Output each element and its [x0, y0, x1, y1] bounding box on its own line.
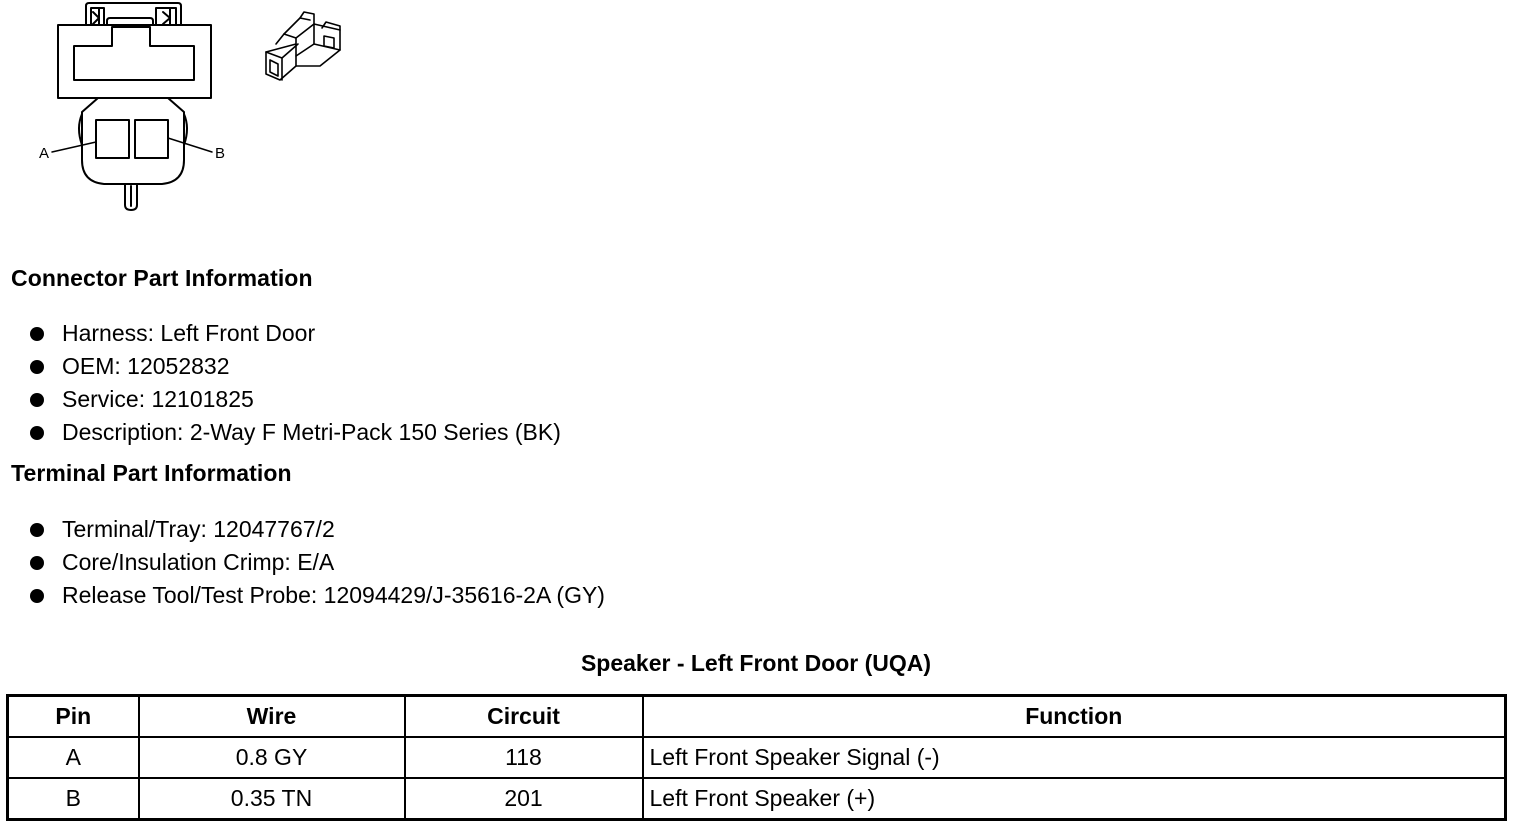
- bullet-icon: [30, 589, 44, 603]
- list-item: Harness: Left Front Door: [0, 317, 561, 350]
- pin-table-title: Speaker - Left Front Door (UQA): [580, 650, 932, 676]
- pin-label-b: B: [215, 145, 226, 162]
- pin-table: [6, 694, 1507, 821]
- list-item: OEM: 12052832: [0, 350, 561, 383]
- table-header-row: [8, 696, 1506, 738]
- connector-part-information-heading: Connector Part Information: [11, 265, 313, 291]
- circuit-cell: 201: [405, 778, 643, 820]
- header-pin: Pin: [8, 696, 139, 738]
- connector-info-list: [0, 317, 561, 449]
- terminal-info-list: [0, 513, 605, 612]
- list-item: Service: 12101825: [0, 383, 561, 416]
- header-function: Function: [643, 696, 1506, 738]
- bullet-icon: [30, 523, 44, 537]
- bullet-icon: [30, 426, 44, 440]
- wire-cell: 0.8 GY: [139, 737, 405, 778]
- list-item: Release Tool/Test Probe: 12094429/J-35616-2A (GY): [0, 579, 605, 612]
- terminal-part-information-heading: Terminal Part Information: [11, 460, 292, 486]
- function-cell: Left Front Speaker (+): [643, 778, 1506, 820]
- list-item: Description: 2-Way F Metri-Pack 150 Series (BK): [0, 416, 561, 449]
- table-row: [8, 737, 1506, 778]
- circuit-cell: 118: [405, 737, 643, 778]
- header-circuit: Circuit: [405, 696, 643, 738]
- pin-label-a: A: [39, 145, 50, 162]
- bullet-icon: [30, 327, 44, 341]
- pin-cell: B: [8, 778, 139, 820]
- bullet-icon: [30, 393, 44, 407]
- bullet-icon: [30, 556, 44, 570]
- list-item: Core/Insulation Crimp: E/A: [0, 546, 605, 579]
- connector-diagram: [0, 0, 360, 220]
- bullet-icon: [30, 360, 44, 374]
- pin-cell: A: [8, 737, 139, 778]
- header-wire: Wire: [139, 696, 405, 738]
- function-cell: Left Front Speaker Signal (-): [643, 737, 1506, 778]
- table-row: [8, 778, 1506, 820]
- list-item: Terminal/Tray: 12047767/2: [0, 513, 605, 546]
- wire-cell: 0.35 TN: [139, 778, 405, 820]
